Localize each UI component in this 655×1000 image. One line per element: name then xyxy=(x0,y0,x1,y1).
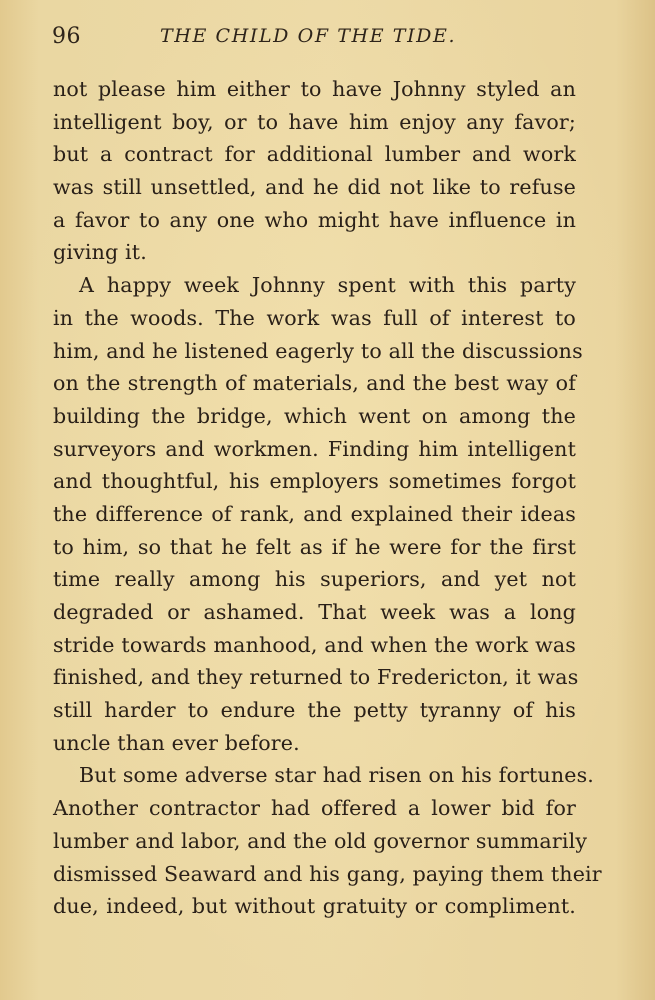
text-line: Another contractor had offered a lower bid for xyxy=(53,796,576,821)
text-line: surveyors and workmen. Finding him intelligent xyxy=(53,436,576,461)
text-line: giving it. xyxy=(53,240,147,265)
text-line: finished, and they returned to Fredericton, it was xyxy=(53,665,579,690)
text-line: in the woods. The work was full of interest to xyxy=(53,305,576,330)
text-line: still harder to endure the petty tyranny of his xyxy=(53,698,576,723)
text-line: dismissed Seaward and his gang, paying them their xyxy=(53,861,602,886)
text-line: stride towards manhood, and when the work was xyxy=(53,632,576,657)
text-line: on the strength of materials, and the best way of xyxy=(53,371,576,396)
page-header xyxy=(52,24,582,54)
text-line: to him, so that he felt as if he were for the first xyxy=(53,534,576,559)
text-line: uncle than ever before. xyxy=(53,730,300,755)
text-line: not please him either to have Johnny styled an xyxy=(53,77,576,101)
text-line: him, and he listened eagerly to all the discussions xyxy=(53,338,583,363)
text-line: and thoughtful, his employers sometimes forgot xyxy=(53,469,576,494)
text-line: A happy week Johnny spent with this party xyxy=(79,273,576,298)
text-line: the difference of rank, and explained their ideas xyxy=(53,501,576,526)
running-title: THE CHILD OF THE TIDE. xyxy=(160,25,457,47)
text-line: time really among his superiors, and yet not xyxy=(53,567,576,592)
page-number: 96 xyxy=(52,24,81,49)
body-text xyxy=(53,73,602,923)
text-line: a favor to any one who might have influence in xyxy=(53,207,576,232)
text-line: But some adverse star had risen on his fortunes. xyxy=(79,763,594,788)
text-line: was still unsettled, and he did not like to refuse xyxy=(53,175,576,200)
text-line: intelligent boy, or to have him enjoy any favor; xyxy=(53,109,576,134)
text-line: but a contract for additional lumber and work xyxy=(53,142,576,167)
text-line: due, indeed, but without gratuity or compliment. xyxy=(53,894,576,919)
text-line: degraded or ashamed. That week was a long xyxy=(53,600,576,624)
text-line: building the bridge, which went on among the xyxy=(53,403,576,428)
text-line: lumber and labor, and the old governor summarily xyxy=(53,828,588,853)
